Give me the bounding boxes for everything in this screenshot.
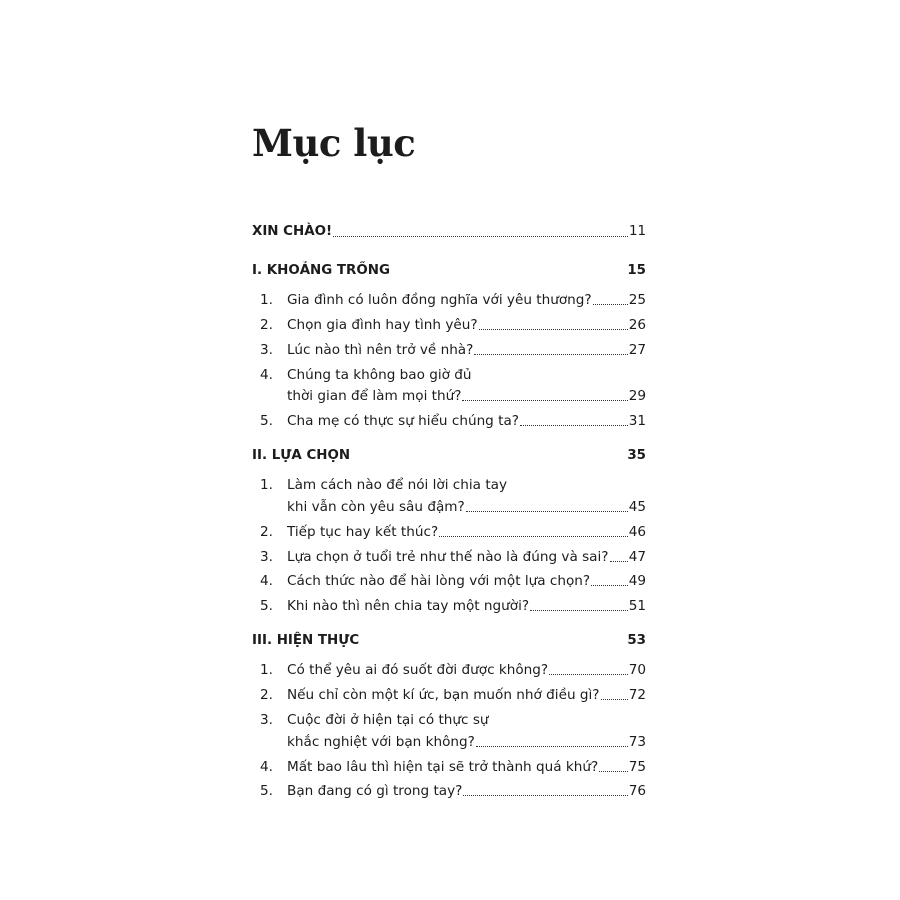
entry-title: Cách thức nào để hài lòng với một lựa chọn? bbox=[287, 573, 591, 589]
entry-number: 5. bbox=[260, 783, 273, 799]
table-of-contents bbox=[252, 0, 646, 900]
entry-title: Nếu chỉ còn một kí ức, bạn muốn nhớ điều gì? bbox=[287, 687, 600, 703]
entry-title: Lựa chọn ở tuổi trẻ như thế nào là đúng và sai? bbox=[287, 549, 609, 565]
entry-number: 2. bbox=[260, 687, 273, 703]
entry-number: 5. bbox=[260, 598, 273, 614]
dot-leader bbox=[610, 561, 628, 562]
entry-title-continued: khi vẫn còn yêu sâu đậm? bbox=[287, 499, 465, 515]
dot-leader bbox=[462, 400, 627, 401]
entry-number: 3. bbox=[260, 712, 273, 728]
entry-number: 5. bbox=[260, 413, 273, 429]
entry-number: 1. bbox=[260, 662, 273, 678]
toc-intro-page: 11 bbox=[628, 224, 646, 239]
section-title: I. KHOẢNG TRỐNG bbox=[252, 263, 390, 278]
toc-section-heading bbox=[252, 446, 646, 466]
entry-page: 49 bbox=[628, 573, 646, 589]
entry-page: 47 bbox=[628, 549, 646, 565]
toc-section-heading bbox=[252, 631, 646, 651]
entry-number: 4. bbox=[260, 759, 273, 775]
entry-page: 27 bbox=[628, 342, 646, 358]
entry-page: 46 bbox=[628, 524, 646, 540]
entry-number: 4. bbox=[260, 367, 273, 383]
entry-title: Cuộc đời ở hiện tại có thực sự bbox=[287, 712, 489, 728]
dot-leader bbox=[591, 585, 628, 586]
entry-page: 51 bbox=[628, 598, 646, 614]
entry-number: 3. bbox=[260, 549, 273, 565]
entry-number: 2. bbox=[260, 524, 273, 540]
entry-title: Có thể yêu ai đó suốt đời được không? bbox=[287, 662, 549, 678]
entry-title: Bạn đang có gì trong tay? bbox=[287, 783, 463, 799]
page-title: Mục lục bbox=[252, 121, 416, 165]
entry-title: Chúng ta không bao giờ đủ bbox=[287, 367, 472, 383]
dot-leader bbox=[549, 674, 628, 675]
dot-leader bbox=[466, 511, 628, 512]
dot-leader bbox=[439, 536, 628, 537]
entry-page: 73 bbox=[628, 734, 646, 750]
entry-title: Mất bao lâu thì hiện tại sẽ trở thành quá khứ? bbox=[287, 759, 599, 775]
entry-title: Lúc nào thì nên trở về nhà? bbox=[287, 342, 474, 358]
entry-title: Tiếp tục hay kết thúc? bbox=[287, 524, 439, 540]
dot-leader bbox=[599, 771, 627, 772]
entry-page: 45 bbox=[628, 499, 646, 515]
entry-page: 72 bbox=[628, 687, 646, 703]
section-page: 15 bbox=[627, 263, 646, 278]
dot-leader bbox=[479, 329, 628, 330]
entry-title: Chọn gia đình hay tình yêu? bbox=[287, 317, 478, 333]
section-title: II. LỰA CHỌN bbox=[252, 448, 351, 463]
entry-page: 75 bbox=[628, 759, 646, 775]
entry-number: 1. bbox=[260, 292, 273, 308]
dot-leader bbox=[333, 236, 628, 237]
entry-title-continued: khắc nghiệt với bạn không? bbox=[287, 734, 475, 750]
entry-page: 31 bbox=[628, 413, 646, 429]
entry-title-continued: thời gian để làm mọi thứ? bbox=[287, 388, 462, 404]
dot-leader bbox=[601, 699, 628, 700]
entry-number: 3. bbox=[260, 342, 273, 358]
toc-intro-entry bbox=[252, 222, 646, 242]
entry-number: 4. bbox=[260, 573, 273, 589]
dot-leader bbox=[474, 354, 627, 355]
entry-title: Cha mẹ có thực sự hiểu chúng ta? bbox=[287, 413, 520, 429]
entry-title: Làm cách nào để nói lời chia tay bbox=[287, 477, 508, 493]
section-page: 53 bbox=[627, 633, 646, 648]
toc-intro-title: XIN CHÀO! bbox=[252, 224, 333, 239]
entry-page: 25 bbox=[628, 292, 646, 308]
entry-title: Khi nào thì nên chia tay một người? bbox=[287, 598, 530, 614]
entry-page: 76 bbox=[628, 783, 646, 799]
dot-leader bbox=[593, 304, 628, 305]
entry-page: 26 bbox=[628, 317, 646, 333]
toc-section-heading bbox=[252, 261, 646, 281]
entry-page: 29 bbox=[628, 388, 646, 404]
dot-leader bbox=[530, 610, 628, 611]
section-page: 35 bbox=[627, 448, 646, 463]
entry-number: 1. bbox=[260, 477, 273, 493]
dot-leader bbox=[463, 795, 627, 796]
dot-leader bbox=[476, 746, 628, 747]
entry-title: Gia đình có luôn đồng nghĩa với yêu thương? bbox=[287, 292, 592, 308]
dot-leader bbox=[520, 425, 628, 426]
entry-page: 70 bbox=[628, 662, 646, 678]
section-title: III. HIỆN THỰC bbox=[252, 633, 360, 648]
entry-number: 2. bbox=[260, 317, 273, 333]
